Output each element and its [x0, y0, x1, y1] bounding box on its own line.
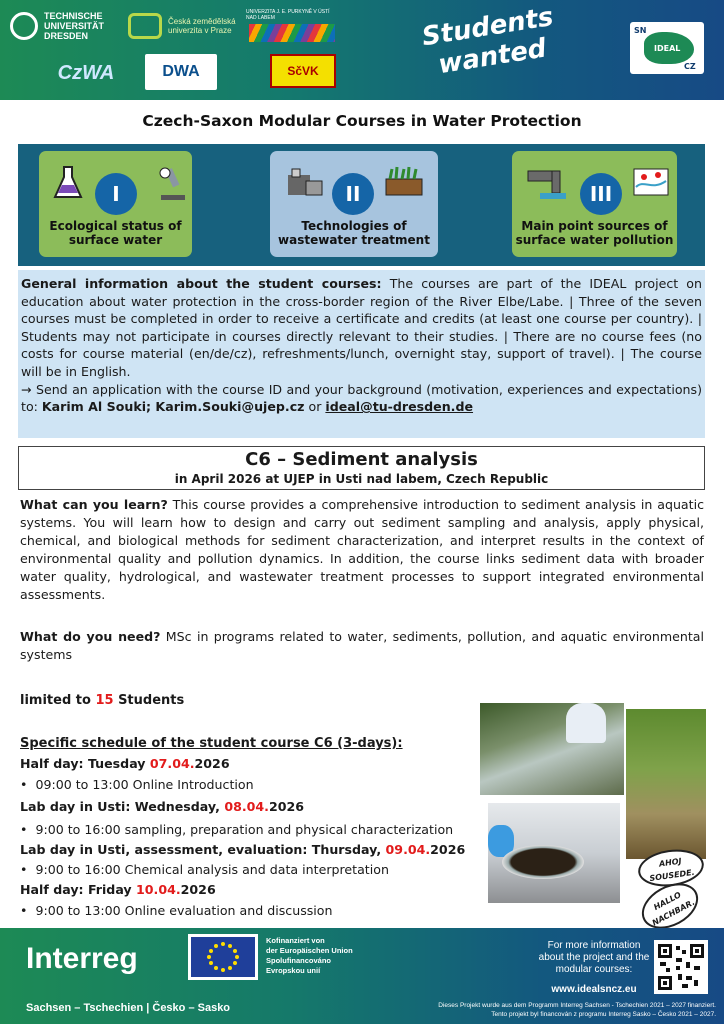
learn-label: What can you learn?	[20, 497, 168, 512]
field-sampling-photo	[626, 709, 706, 859]
ujep-logo-text: UNIVERZITA J. E. PURKYNĚ V ÚSTÍ NAD LABEM	[246, 8, 330, 21]
schedule-item-4: • 9:00 to 13:00 Online evaluation and discussion	[20, 903, 333, 918]
contact-email[interactable]: Karim Al Souki; Karim.Souki@ujep.cz	[41, 399, 305, 415]
day-year: 2026	[180, 882, 216, 897]
item-text: 9:00 to 16:00 sampling, preparation and physical characterization	[35, 822, 454, 837]
module-card-3	[512, 151, 677, 257]
ujep-stripes-icon	[249, 24, 335, 42]
tud-logo-text: TECHNISCHE UNIVERSITÄT DRESDEN	[44, 11, 105, 41]
schedule-title: Specific schedule of the student course C6 (3-days):	[20, 736, 403, 751]
module-label: Main point sources of surface water pollution	[515, 219, 674, 247]
learn-paragraph	[20, 496, 704, 604]
more-info-text: For more information about the project and the modular courses:	[538, 940, 650, 975]
website-link[interactable]: www.idealsncz.eu	[551, 984, 637, 995]
day-year: 2026	[268, 799, 305, 814]
czu-logo-text: Česká zemědělská univerzita v Praze	[168, 17, 236, 35]
day-year: 2026	[430, 842, 466, 857]
microscope-icon	[157, 165, 187, 203]
limited-prefix: limited to	[20, 693, 96, 708]
module-card-1	[39, 151, 192, 257]
course-subtitle: in April 2026 at UJEP in Usti nad labem, Czech Republic	[174, 472, 549, 486]
czwa-logo-text: CzWA	[57, 61, 115, 84]
apply-text: → Send an application with the course ID and your background (motivation, experiences and expectations) to:	[21, 381, 702, 415]
eu-flag-icon	[191, 937, 255, 977]
course-title-box	[18, 446, 705, 490]
interreg-logo: Interreg	[26, 942, 138, 975]
schedule-item-2: • 9:00 to 16:00 sampling, preparation and physical characterization	[20, 822, 454, 837]
limited-count: 15	[95, 693, 114, 708]
ideal-email-link[interactable]: ideal@tu-dresden.de	[325, 399, 474, 415]
students-wanted-heading: Students wanted	[419, 2, 556, 81]
ujep-logo	[246, 8, 338, 42]
day-label: Half day: Friday	[20, 882, 137, 897]
module-card-2	[270, 151, 438, 257]
day-label: Lab day in Usti, assessment, evaluation: Thursday,	[20, 842, 386, 857]
czwa-logo	[42, 58, 130, 88]
czu-logo	[128, 9, 240, 43]
general-info-body: The courses are part of the IDEAL project on education about water protection in the cross-border region of the River Elbe/Labe. | Three of the seven courses must be completed in order to receive a certificate and credits (at least one course per country). | Students may not participate in courses directly relevant to their studies. | There are no course fees (no costs for course material (en/de/cz), refreshments/lunch, overnight stay, support of travel). | The course will be in English.	[21, 276, 702, 379]
eu-flag	[188, 934, 258, 980]
module-numeral: I	[95, 173, 137, 215]
svk-logo-text: SčVK	[287, 64, 319, 78]
eu-line: Kofinanziert von	[266, 936, 325, 945]
schedule-item-3: • 9:00 to 16:00 Chemical analysis and data interpretation	[20, 862, 389, 877]
header-banner	[0, 0, 724, 100]
schedule-day-1	[20, 756, 230, 771]
sn-text: SN	[634, 26, 647, 35]
treatment-plant-icon	[286, 165, 324, 201]
schedule-day-2	[20, 799, 304, 814]
sn-ideal-cz-logo	[630, 22, 704, 74]
page-title: Czech-Saxon Modular Courses in Water Protection	[142, 112, 582, 130]
general-info-heading: General information about the student courses:	[21, 276, 382, 291]
qr-code-icon[interactable]	[654, 940, 708, 994]
module-numeral: II	[332, 173, 374, 215]
or-text: or	[304, 399, 326, 415]
planted-filter-icon	[384, 165, 424, 197]
course-title: C6 – Sediment analysis	[245, 449, 478, 470]
flask-icon	[53, 165, 83, 201]
tud-logo	[10, 9, 122, 43]
svk-logo	[270, 54, 336, 88]
tud-emblem-icon	[10, 12, 38, 40]
eu-line: Evropskou unií	[266, 966, 321, 975]
sampler-icon	[566, 703, 606, 743]
day-label: Lab day in Usti: Wednesday,	[20, 799, 225, 814]
day-year: 2026	[194, 756, 230, 771]
ideal-text: IDEAL	[654, 44, 681, 53]
sediment-dish-photo	[488, 803, 620, 903]
dwa-logo	[145, 54, 217, 90]
day-date: 08.04.	[224, 799, 269, 814]
petri-dish-icon	[502, 845, 584, 879]
schedule-item-1: • 09:00 to 13:00 Online Introduction	[20, 777, 254, 792]
need-text: MSc in programs related to water, sediments, pollution, and aquatic environmental systems	[20, 629, 704, 662]
day-label: Half day: Tuesday	[20, 756, 150, 771]
day-date: 09.04.	[385, 842, 431, 857]
czu-emblem-icon	[128, 13, 162, 39]
disclaimer-cz: Tento projekt byl financován z programu Interreg Sasko – Česko 2021 – 2027.	[491, 1011, 716, 1018]
outflow-pipe-icon	[526, 167, 568, 201]
module-label: Technologies of wastewater treatment	[278, 219, 430, 247]
day-date: 10.04.	[136, 882, 181, 897]
schedule-day-3	[20, 842, 465, 857]
footer-banner	[0, 928, 724, 1024]
map-pins-icon	[632, 167, 670, 197]
dwa-logo-text: DWA	[162, 63, 200, 80]
eu-line: Spolufinancováno	[266, 956, 332, 965]
general-info-box	[18, 270, 705, 438]
item-text: 9:00 to 16:00 Chemical analysis and data interpretation	[35, 862, 389, 877]
modules-panel	[18, 144, 705, 266]
limited-suffix: Students	[113, 693, 185, 708]
disclaimer-de: Dieses Projekt wurde aus dem Programm Interreg Sachsen - Tschechien 2021 – 2027 finanziert.	[438, 1002, 716, 1009]
eu-line: der Europäischen Union	[266, 946, 353, 955]
eu-cofinancing-text	[266, 936, 353, 976]
ahoj-sousede-sticker: AHOJ SOUSEDE.	[636, 846, 706, 891]
day-date: 07.04.	[149, 756, 195, 771]
river-sampling-photo	[480, 703, 624, 795]
need-label: What do you need?	[20, 629, 161, 644]
item-text: 9:00 to 13:00 Online evaluation and discussion	[35, 903, 333, 918]
learn-text: This course provides a comprehensive introduction to sediment analysis in aquatic systems. You will learn how to design and carry out sediment sampling and analysis, apply physical, chemical, and biological methods for sediment characterization, and interpret results in the context of environmental quality and pollution dynamics. In addition, the course links sediment data with broader water quality, hydrological, and wastewater treatment processes to support integrated environmental assessments.	[20, 497, 704, 602]
module-label: Ecological status of surface water	[49, 219, 182, 247]
interreg-region: Sachsen – Tschechien | Česko – Sasko	[26, 1002, 231, 1014]
limited-students	[20, 693, 184, 708]
need-paragraph	[20, 628, 704, 664]
module-numeral: III	[580, 173, 622, 215]
cz-text: CZ	[684, 62, 696, 71]
schedule-day-4	[20, 882, 216, 897]
item-text: 09:00 to 13:00 Online Introduction	[35, 777, 254, 792]
hallo-nachbar-sticker: HALLO NACHBAR.	[634, 874, 706, 937]
